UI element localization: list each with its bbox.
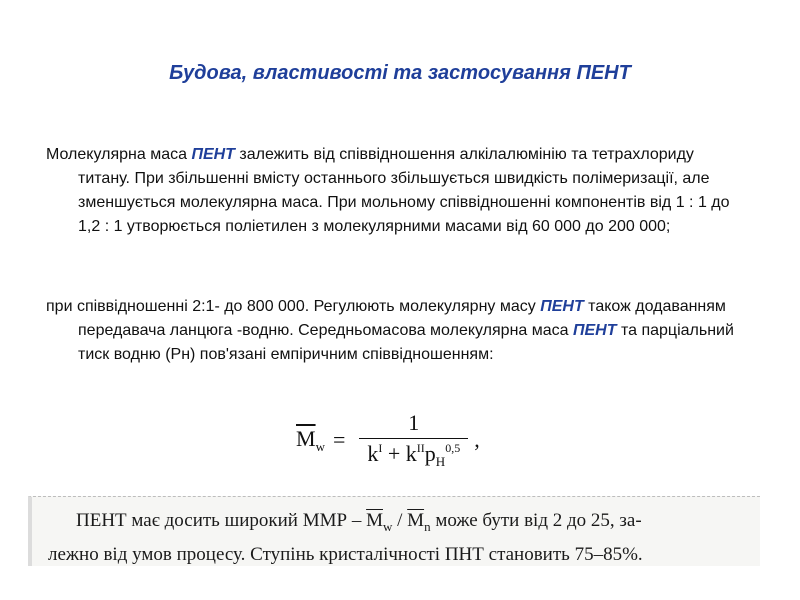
keyword-pent: ПЕНТ	[572, 322, 617, 339]
scan-line-1: ПЕНТ має досить широкий ММР – $\overline{M}_w / \overline{M}_n$ може бути від 2 до 25, за-	[76, 510, 642, 534]
text-segment: також додаванням передавача ланцюга -водню. Середньомасова молекулярна маса	[78, 298, 726, 339]
formula-fraction	[359, 410, 468, 470]
text-segment: залежить від співвідношення алкілалюмінію та тетрахлориду титану. При збільшенні вмісту останнього збільшується швидкість полімеризації, але зменшується молекулярна маса. При мольному співвідношенні компонентів від 1 : 1 до 1,2 : 1 утворюється поліетилен з молекулярними масами від 60 000 до 200 000;	[78, 146, 730, 235]
text-segment: та парціальний тиск водню (Рн) пов'язані емпіричним співвідношенням:	[78, 322, 734, 363]
paragraph-ratio	[46, 295, 746, 367]
formula-comma: ,	[474, 427, 480, 452]
formula-lhs: $\overline{M}_w$	[296, 425, 325, 454]
scanned-text-excerpt	[28, 496, 760, 566]
empirical-formula	[296, 408, 480, 472]
formula-denominator: $k^I + k^{II}p_H^{0,5}$	[359, 438, 468, 470]
scan-line-2: лежно від умов процесу. Ступінь кристалічності ПНТ становить 75–85%.	[48, 544, 643, 565]
slide-title: Будова, властивості та застосування ПЕНТ	[169, 62, 631, 84]
paragraph-molecular-mass	[46, 143, 746, 239]
text-segment: при співвідношенні 2:1- до 800 000. Регулюють молекулярну масу	[46, 298, 541, 315]
keyword-pent: ПЕНТ	[540, 298, 584, 315]
formula-numerator: 1	[408, 410, 420, 435]
keyword-pent: ПЕНТ	[191, 146, 235, 163]
text-segment: Молекулярна маса	[46, 146, 192, 163]
formula-equals: =	[332, 427, 346, 452]
